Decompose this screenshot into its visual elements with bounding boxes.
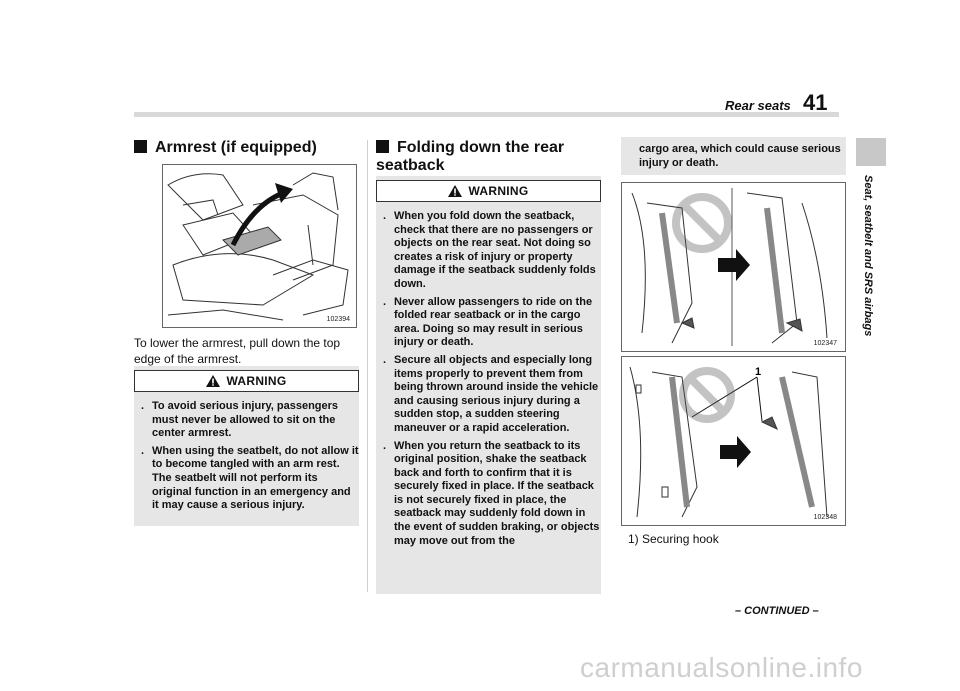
warning-triangle-icon [206, 375, 220, 387]
continued-warning-box [621, 137, 846, 175]
warning-item: . Never allow passengers to ride on the folded rear seatback or in the cargo area. Doing so may result in serious injury or death. [383, 295, 593, 349]
column-divider [367, 140, 368, 592]
armrest-instruction: To lower the armrest, pull down the top edge of the armrest. [134, 336, 341, 366]
section-marker-icon [134, 140, 147, 153]
seatback-figure-bottom [621, 356, 846, 526]
warning-item: . To avoid serious injury, passengers must never be allowed to sit on the center armrest. [141, 400, 339, 440]
section-marker-icon [376, 140, 389, 153]
chapter-tab-label: Seat, seatbelt and SRS airbags [862, 175, 874, 337]
armrest-figure [162, 164, 357, 328]
header-title: Rear seats [725, 98, 791, 113]
warning-continuation: cargo area, which could cause serious injury or death. [639, 143, 841, 169]
chapter-tab [856, 138, 886, 166]
armrest-heading: Armrest (if equipped) [134, 139, 317, 157]
armrest-warning-box [134, 366, 359, 526]
warning-header: WARNING [376, 180, 601, 202]
seatback-figure-top [621, 182, 846, 352]
figure-id: 102348 [813, 514, 837, 521]
warning-item: . When you fold down the seatback, check that there are no passengers or objects on the rear seat. Not doing so creates a risk of injury or property damage if the seatback suddenly folds down. [383, 210, 596, 290]
armrest-illustration [163, 165, 356, 327]
warning-item: . Secure all objects and especially long items properly to prevent them from being thrown around inside the vehicle and causing serious injury during a sudden stop, a sudden steering maneuver or a rapid acceleration. [383, 353, 599, 434]
callout-number: 1 [755, 366, 762, 378]
seatback-illustration-bottom [622, 357, 845, 525]
warning-triangle-icon [448, 185, 462, 197]
folding-warning-box [376, 176, 601, 594]
folding-heading: Folding down the rear seatback [376, 139, 565, 174]
figure-id: 102394 [326, 316, 350, 323]
warning-item: . When using the seatbelt, do not allow it to become tangled with an arm rest. The seatbelt will not perform its original function in an emergency and it may cause a serious injury. [141, 444, 359, 512]
warning-item: . When you return the seatback to its original position, shake the seatback back and forth to confirm that it is securely fixed in place. If the seatback is not securely fixed in place, the seatback may suddenly fold down in the event of sudden braking, or objects may move out from the [383, 439, 600, 547]
warning-header: WARNING [134, 370, 359, 392]
continued-label: – CONTINUED – [735, 605, 819, 617]
figure-caption: 1) Securing hook [628, 532, 719, 546]
page-number: 41 [803, 90, 828, 115]
watermark: carmanualsonline.info [580, 652, 863, 683]
figure-id: 102347 [813, 340, 837, 347]
seatback-illustration-top [622, 183, 845, 351]
